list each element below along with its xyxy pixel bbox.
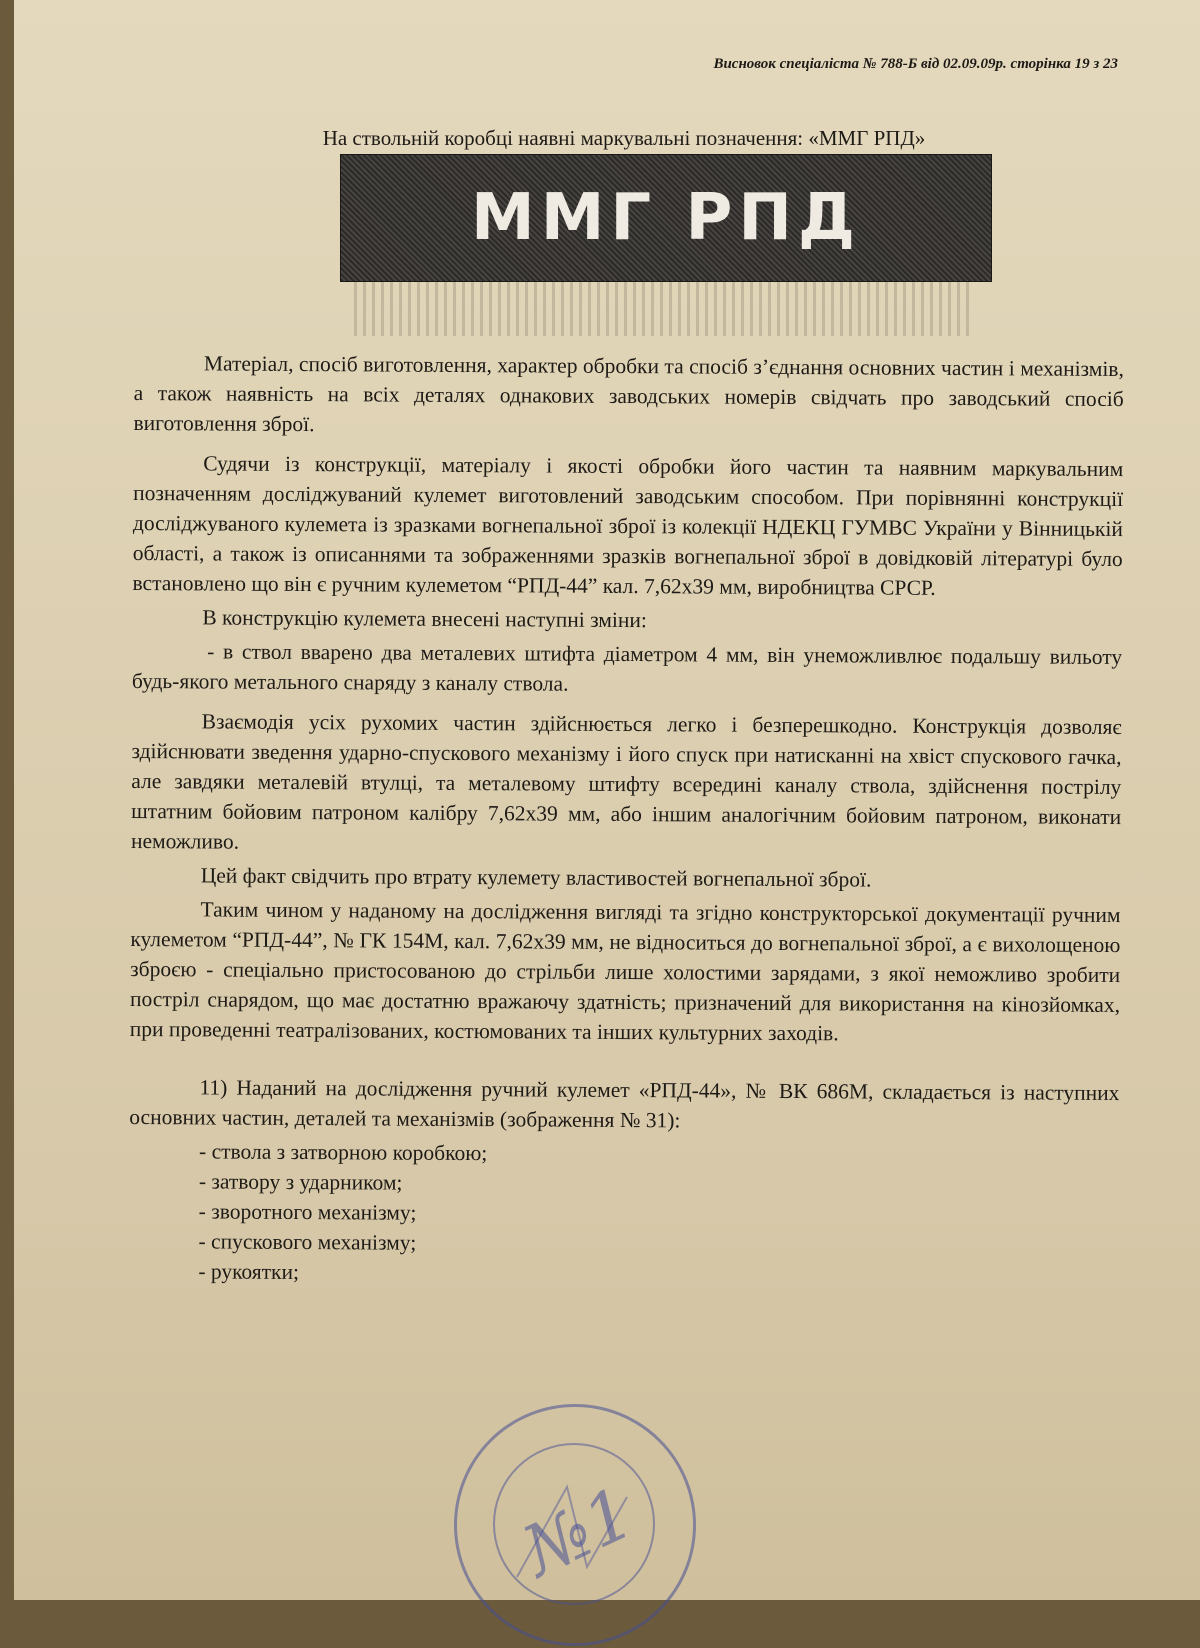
photo-shadow bbox=[354, 282, 974, 336]
paragraph-fact: Цей факт свідчить про втрату кулемету властивостей вогнепальної зброї. bbox=[200, 863, 872, 892]
list-item: - спускового механізму; bbox=[198, 1229, 417, 1255]
list-item: - рукоятки; bbox=[198, 1259, 300, 1285]
paragraph-item-11: 11) Наданий на дослідження ручний кулемет «РПД-44», № ВК 686М, складається із наступних основних частин, деталей та механізмів (зображення № 31): bbox=[129, 1075, 1120, 1133]
marking-photo bbox=[340, 154, 992, 282]
paragraph-conclusion: Таким чином у наданому на дослідження вигляді та згідно конструкторської документації ручним кулеметом “РПД-44”, № ГК 154М, кал. 7,62х39 мм, не відноситься до вогнепальної зброї, а є вихолощеною зброєю - спеціально пристосованою до стрільби лише холостими зарядами, з якої неможливо зробити постріл снарядом, що має достатню вражаючу здатність; призначений для використання на кінозйомках, при проведенні театралізованих, костюмованих та інших культурних заходів. bbox=[129, 897, 1121, 1046]
marking-photo-text: ММГ РПД bbox=[471, 181, 861, 255]
paragraph-changes-intro: В конструкцію кулемета внесені наступні зміни: bbox=[202, 605, 647, 633]
list-item: - затвору з ударником; bbox=[198, 1169, 403, 1195]
list-item: - зворотного механізму; bbox=[198, 1199, 417, 1225]
paragraph-manufacturing: Матеріал, спосіб виготовлення, характер обробки та спосіб з’єднання основних частин і механізмів, а також наявність на всіх деталях однакових заводських номерів свідчать про заводський спосіб виготовлення зброї. bbox=[133, 351, 1124, 437]
svg-text:№1: №1 bbox=[510, 1471, 646, 1593]
official-stamp bbox=[454, 1404, 696, 1646]
paragraph-identification: Судячи із конструкції, матеріалу і якості обробки його частин та наявним маркувальним позначенням досліджуваний кулемет виготовлений заводським способом. При порівнянні конструкції досліджуваного кулемета із зразками вогнепальної зброї із колекції НДЕКЦ ГУМВС України у Вінницькій області, а також із описаннями та зображеннями зразків вогнепальної зброї в довідковій літературі було встановлено що він є ручним кулеметом “РПД-44” кал. 7,62х39 мм, виробництва СРСР. bbox=[132, 451, 1124, 600]
list-item: - ствола з затворною коробкою; bbox=[199, 1139, 488, 1166]
paragraph-change-item: - в ствол вварено два металевих штифта діаметром 4 мм, він унеможливлює подальшу вильоту будь-якого метального снаряду з каналу ствола. bbox=[131, 639, 1123, 696]
document-page bbox=[14, 0, 1200, 1600]
parts-list bbox=[128, 1136, 1119, 1292]
image-caption: На ствольній коробці наявні маркувальні позначення: «ММГ РПД» bbox=[322, 126, 926, 150]
stamp-inner-ring bbox=[493, 1443, 655, 1605]
document-body bbox=[128, 348, 1124, 1292]
paragraph-interaction: Взаємодія усіх рухомих частин здійснюється легко і безперешкодно. Конструкція дозволяє здійснювати зведення ударно-спускового механізму і його спуск при натисканні на хвіст спускового гачка, але завдяки металевій втулці, та металевому штифту всередині каналу ствола, здійснення пострілу штатним бойовим патроном калібру 7,62х39 мм, або іншим аналогічним бойовим патроном, виконати неможливо. bbox=[130, 709, 1122, 854]
page-header: Висновок спеціаліста № 788-Б від 02.09.09р. сторінка 19 з 23 bbox=[713, 56, 1118, 72]
